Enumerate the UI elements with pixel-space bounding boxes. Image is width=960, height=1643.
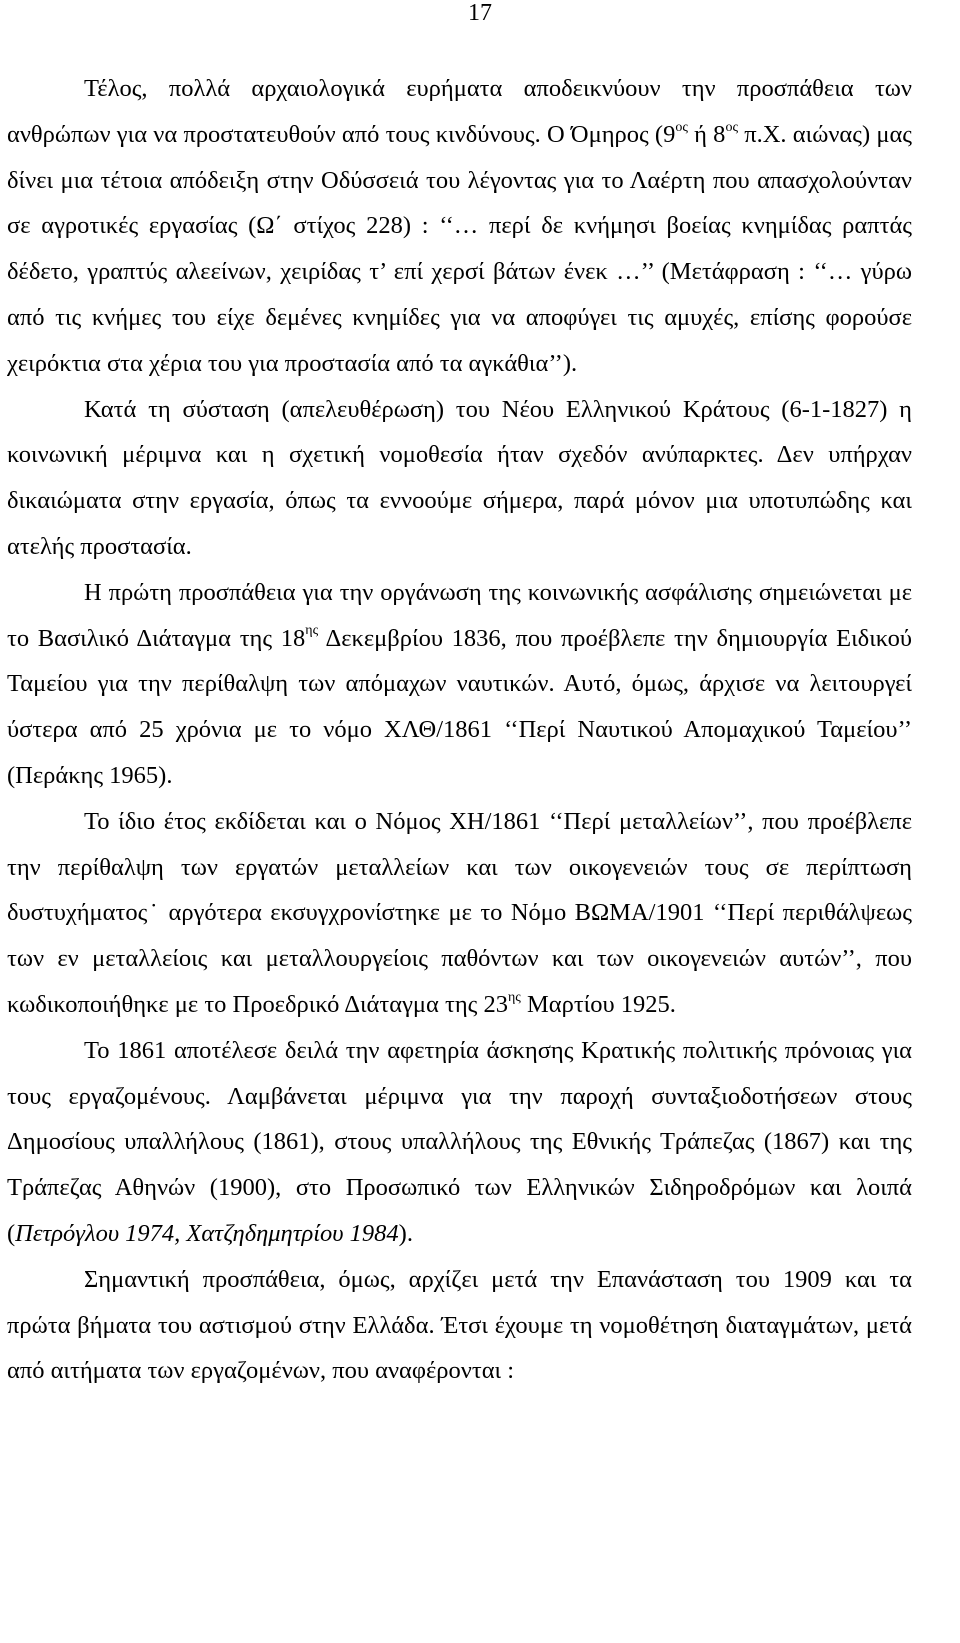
paragraph-mines-law — [7, 799, 912, 1028]
paragraph-greek-state — [7, 387, 912, 570]
paragraph-text: Σημαντική προσπάθεια, όμως, αρχίζει μετά την Επανάσταση του 1909 και τα πρώτα βήματα του αστισμού στην Ελλάδα. Έτσι έχουμε τη νομοθέτηση διαταγμάτων, μετά από αιτήματα των εργαζομένων, που αναφέρονται : — [7, 1265, 912, 1385]
paragraph-text: π.Χ. αιώνας) μας δίνει μια τέτοια απόδειξη στην Οδύσσειά του λέγοντας για το Λαέρτη που απασχολούνταν σε αγροτικές εργασίας (Ω΄ στίχος 228) : ‘‘… περί δε κνήμησι βοείας κνημίδας ραπτάς δέδετο, γραπτύς αλεείνων, χειρίδας τ’ επί χερσί βάτων ένεκ …’’ (Μετάφραση : ‘‘… γύρω από τις κνήμες του είχε δεμένες κνημίδες για να αποφύγει τις αμυχές, επίσης φορούσε χειρόκτια στα χέρια του για προστασία από τα αγκάθια’’). — [7, 120, 913, 377]
superscript: ος — [675, 119, 688, 135]
paragraph-text: Το 1861 αποτέλεσε δειλά την αφετηρία άσκησης Κρατικής πολιτικής πρόνοιας για τους εργαζομένους. Λαμβάνεται μέριμνα για την παροχή συνταξιοδοτήσεων στους Δημοσίους υπαλλήλους (1861), στους υπαλλήλους της Εθνικής Τράπεζας (1867) και της Τράπεζας Αθηνών (1900), στο Προσωπικό των Ελληνικών Σιδηροδρόμων και λοιπά ( — [7, 1036, 912, 1247]
superscript: ος — [725, 119, 738, 135]
paragraph-text: Μαρτίου 1925. — [520, 990, 676, 1018]
paragraph-text: Τέλος, πολλά αρχαιολογικά ευρήματα αποδεικνύουν την προσπάθεια των ανθρώπων για να προστατευθούν από τους κινδύνους. Ο Όμηρος (9 — [7, 75, 912, 148]
paragraph-homer — [7, 66, 912, 387]
paragraph-text: Δεκεμβρίου 1836, που προέβλεπε την δημιουργία Ειδικού Ταμείου για την περίθαλψη των απόμαχων ναυτικών. Αυτό, όμως, άρχισε να λειτουργεί ύστερα από 25 χρόνια με το νόμο ΧΛΘ/1861 ‘‘Περί Ναυτικού Απομαχικού Ταμείου’’ (Περάκης 1965). — [7, 624, 912, 789]
page-number: 17 — [468, 0, 492, 26]
paragraph-text: Η πρώτη προσπάθεια για την οργάνωση της κοινωνικής ασφάλισης σημειώνεται με το Βασιλικό Διάταγμα της 18 — [7, 578, 912, 652]
paragraph-text: ). — [398, 1219, 413, 1247]
superscript: ης — [305, 623, 319, 639]
citation: Πετρόγλου 1974, Χατζηδημητρίου 1984 — [15, 1219, 399, 1247]
paragraph-1861-policy — [7, 1028, 912, 1257]
paragraph-text: Κατά τη σύσταση (απελευθέρωση) του Νέου Ελληνικού Κράτους (6-1-1827) η κοινωνική μέριμνα και η σχετική νομοθεσία ήταν σχεδόν ανύπαρκτες. Δεν υπήρχαν δικαιώματα στην εργασία, όπως τα εννοούμε σήμερα, παρά μόνον μια υποτυπώδης και ατελής προστασία. — [7, 395, 912, 560]
paragraph-1909-revolution — [7, 1257, 912, 1394]
document-body — [7, 66, 912, 1394]
paragraph-text: ή 8 — [687, 120, 726, 148]
paragraph-royal-decree — [7, 570, 912, 799]
superscript: ης — [507, 989, 521, 1005]
paragraph-text: Το ίδιο έτος εκδίδεται και ο Νόμος ΧΗ/1861 ‘‘Περί μεταλλείων’’, που προέβλεπε την περίθαλψη των εργατών μεταλλείων και των οικογενειών τους σε περίπτωση δυστυχήματος˙ αργότερα εκσυγχρονίστηκε με το Νόμο ΒΩΜΑ/1901 ‘‘Περί περιθάλψεως των εν μεταλλείοις και μεταλλουργείοις παθόντων και των οικογενειών αυτών’’, που κωδικοποιήθηκε με το Προεδρικό Διάταγμα της 23 — [7, 807, 912, 1018]
